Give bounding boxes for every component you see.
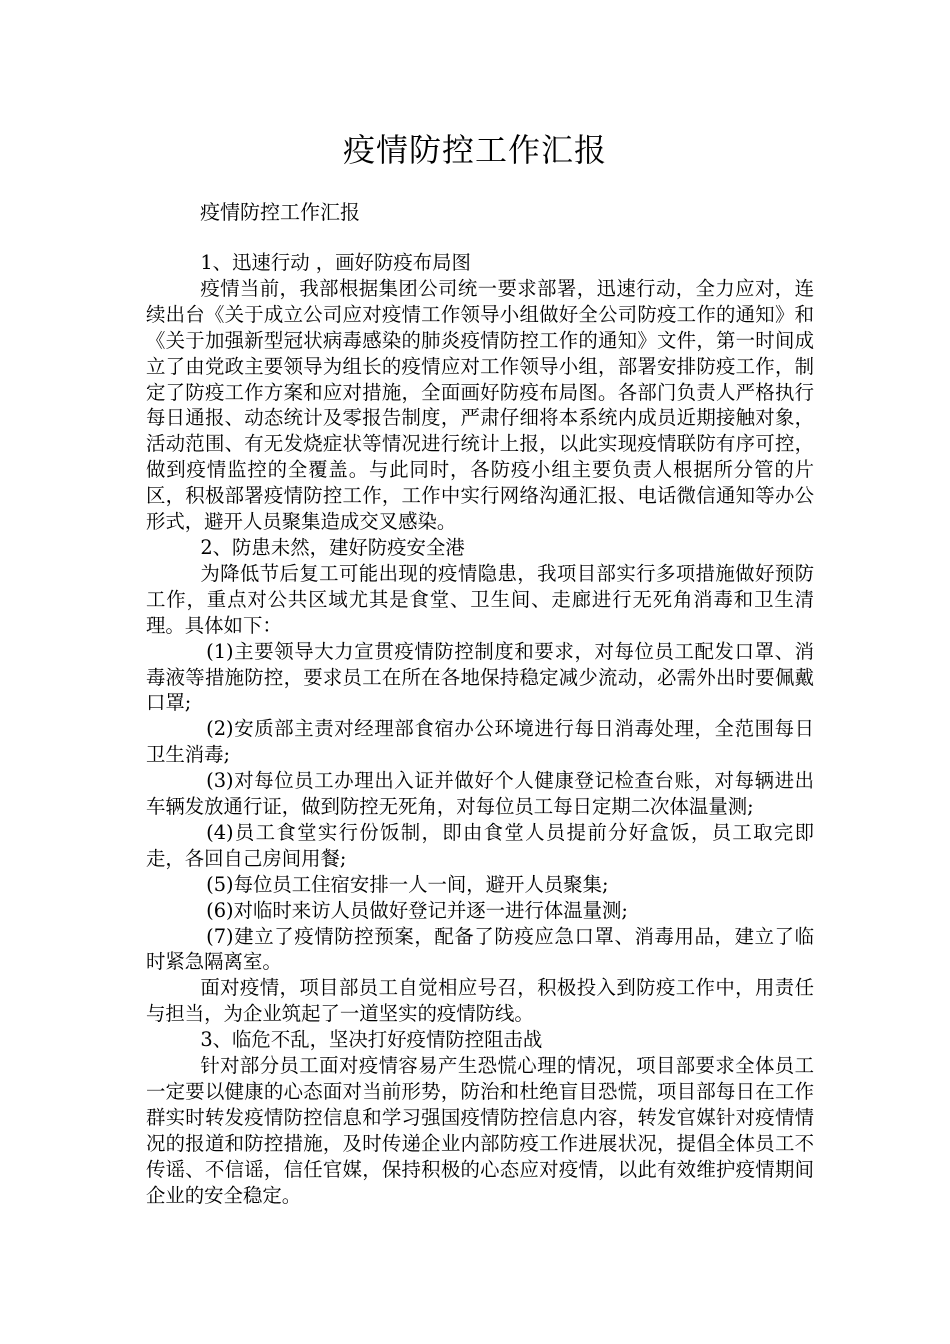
body-paragraph: 疫情当前，我部根据集团公司统一要求部署，迅速行动，全力应对，连续出台《关于成立公司应对疫情工作领导小组做好全公司防疫工作的通知》和《关于加强新型冠状病毒感染的肺炎疫情防控工作的通知》文件，第一时间成立了由党政主要领导为组长的疫情应对工作领导小组，部署安排防疫工作，制定了防疫工作方案和应对措施，全面画好防疫布局图。各部门负责人严格执行每日通报、动态统计及零报告制度，严肃仔细将本系统内成员近期接触对象，活动范围、有无发烧症状等情况进行统计上报，以此实现疫情联防有序可控，做到疫情监控的全覆盖。与此同时，各防疫小组主要负责人根据所分管的片区，积极部署疫情防控工作，工作中实行网络沟通汇报、电话微信通知等办公形式，避开人员聚集造成交叉感染。: [146, 276, 814, 534]
list-item: (1)主要领导大力宣贯疫情防控制度和要求，对每位员工配发口罩、消毒液等措施防控，要求员工在所在各地保持稳定减少流动，必需外出时要佩戴口罩;: [146, 639, 814, 715]
section-heading-3: 3、临危不乱，坚决打好疫情防控阻击战: [200, 1028, 543, 1052]
list-item: (6)对临时来访人员做好登记并逐一进行体温量测;: [206, 898, 628, 922]
list-item: (4)员工食堂实行份饭制，即由食堂人员提前分好盒饭，员工取完即走，各回自己房间用餐;: [146, 820, 814, 870]
document-subtitle: 疫情防控工作汇报: [200, 200, 360, 224]
section-heading-2: 2、防患未然，建好防疫安全港: [200, 535, 465, 559]
document-body: [146, 250, 814, 1209]
document-title: 疫情防控工作汇报: [342, 131, 607, 169]
list-item: (7)建立了疫情防控预案，配备了防疫应急口罩、消毒用品，建立了临时紧急隔离室。: [146, 924, 814, 974]
body-paragraph: 面对疫情，项目部员工自觉相应号召，积极投入到防疫工作中，用责任与担当，为企业筑起了一道坚实的疫情防线。: [146, 976, 814, 1026]
body-paragraph: 针对部分员工面对疫情容易产生恐慌心理的情况，项目部要求全体员工一定要以健康的心态面对当前形势，防治和杜绝盲目恐慌，项目部每日在工作群实时转发疫情防控信息和学习强国疫情防控信息内容，转发官媒针对疫情情况的报道和防控措施，及时传递企业内部防疫工作进展状况，提倡全体员工不传谣、不信谣，信任官媒，保持积极的心态应对疫情，以此有效维护疫情期间企业的安全稳定。: [146, 1054, 814, 1207]
body-paragraph: 为降低节后复工可能出现的疫情隐患，我项目部实行多项措施做好预防工作，重点对公共区域尤其是食堂、卫生间、走廊进行无死角消毒和卫生清理。具体如下：: [146, 561, 814, 637]
section-heading-1: 1、迅速行动 ，画好防疫布局图: [200, 251, 471, 274]
list-item: (5)每位员工住宿安排一人一间，避开人员聚集;: [206, 872, 609, 896]
list-item: (3)对每位员工办理出入证并做好个人健康登记检查台账，对每辆进出车辆发放通行证，做到防控无死角，对每位员工每日定期二次体温量测;: [146, 769, 814, 819]
list-item: (2)安质部主责对经理部食宿办公环境进行每日消毒处理，全范围每日卫生消毒;: [146, 717, 814, 767]
